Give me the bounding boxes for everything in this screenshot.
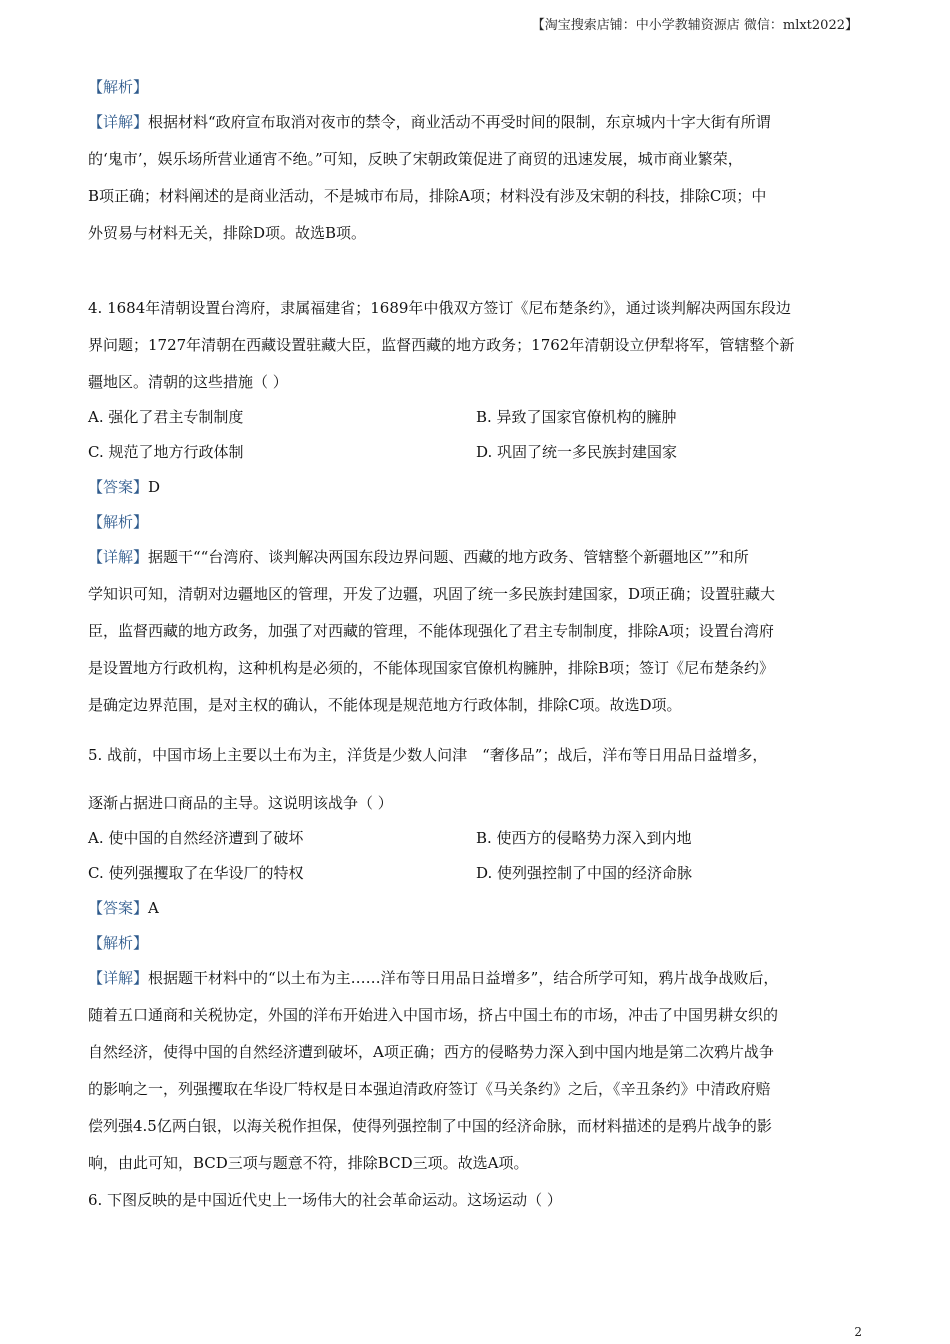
q6-stem: 6. 下图反映的是中国近代史上一场伟大的社会革命运动。这场运动（ ） (88, 1191, 562, 1209)
q4-option-c: C. 规范了地方行政体制 (88, 443, 244, 461)
q5-option-d: D. 使列强控制了中国的经济命脉 (476, 864, 693, 882)
q4-stem-line-1: 4. 1684年清朝设置台湾府，隶属福建省；1689年中俄双方签订《尼布楚条约》，通过谈判解决两国东段边 (88, 299, 791, 317)
q4-answer-value: D (148, 478, 161, 496)
q3-analysis-tag: 【解析】 (88, 78, 149, 96)
q4-option-d: D. 巩固了统一多民族封建国家 (476, 443, 678, 461)
q4-detail-line-2: 学知识可知，清朝对边疆地区的管理，开发了边疆，巩固了统一多民族封建国家，D项正确；设置驻藏大 (88, 585, 776, 603)
q3-detail-line-3: B项正确；材料阐述的是商业活动，不是城市布局，排除A项；材料没有涉及宋朝的科技，排除C项；中 (88, 187, 767, 205)
q5-detail-line-2: 随着五口通商和关税协定，外国的洋布开始进入中国市场，挤占中国土布的市场，冲击了中国男耕女织的 (88, 1006, 779, 1024)
q4-stem-line-2: 界问题；1727年清朝在西藏设置驻藏大臣，监督西藏的地方政务；1762年清朝设立伊犁将军，管辖整个新 (88, 336, 795, 354)
q4-detail-line-5: 是确定边界范围，是对主权的确认，不能体现是规范地方行政体制，排除C项。故选D项。 (88, 696, 682, 714)
q5-option-c: C. 使列强攫取了在华设厂的特权 (88, 864, 304, 882)
q5-detail-tag: 【详解】 (88, 969, 149, 987)
q5-analysis-tag: 【解析】 (88, 934, 149, 952)
q3-detail-line-2: 的‘鬼市’，娱乐场所营业通宵不绝。”可知，反映了宋朝政策促进了商贸的迅速发展，城市商业繁荣， (88, 150, 743, 168)
q4-answer (88, 477, 160, 497)
q5-detail-line-4: 的影响之一，列强攫取在华设厂特权是日本强迫清政府签订《马关条约》之后，《辛丑条约》中清政府赔 (88, 1080, 771, 1098)
q4-detail-tag: 【详解】 (88, 548, 149, 566)
q4-detail-line-4: 是设置地方行政机构，这种机构是必须的，不能体现国家官僚机构臃肿，排除B项；签订《尼布楚条约》 (88, 659, 775, 677)
q5-detail-line-1: 【详解】根据题干材料中的“以土布为主……洋布等日用品日益增多”，结合所学可知，鸦片战争战败后， (88, 969, 779, 987)
q4-detail-line-1: 【详解】据题干““台湾府、谈判解决两国东段边界问题、西藏的地方政务、管辖整个新疆地区””和所 (88, 548, 749, 566)
q3-detail-tag: 【详解】 (88, 113, 149, 131)
q4-detail-line-3: 臣，监督西藏的地方政务，加强了对西藏的管理，不能体现强化了君主专制制度，排除A项；设置台湾府 (88, 622, 774, 640)
q5-detail-line-6: 响，由此可知，BCD三项与题意不符，排除BCD三项。故选A项。 (88, 1154, 529, 1172)
q5-answer (88, 898, 159, 918)
q5-detail-line-5: 偿列强4.5亿两白银，以海关税作担保，使得列强控制了中国的经济命脉，而材料描述的是鸦片战争的影 (88, 1117, 772, 1135)
q4-option-a: A. 强化了君主专制制度 (88, 408, 244, 426)
q3-detail-line-1: 【详解】根据材料“政府宣布取消对夜市的禁令，商业活动不再受时间的限制，东京城内十字大街有所谓 (88, 113, 771, 131)
q5-answer-value: A (148, 899, 159, 917)
q4-option-b: B. 异致了国家官僚机构的臃肿 (476, 408, 677, 426)
q4-stem-line-3: 疆地区。清朝的这些措施（ ） (88, 373, 288, 391)
q5-stem-line-2: 逐渐占据进口商品的主导。这说明该战争（ ） (88, 794, 393, 812)
page-header: 【淘宝搜索店铺：中小学教辅资源店 微信：mlxt2022】 (531, 18, 858, 33)
q3-detail-line-4: 外贸易与材料无关，排除D项。故选B项。 (88, 224, 367, 242)
q5-detail-line-3: 自然经济，使得中国的自然经济遭到破坏，A项正确；西方的侵略势力深入到中国内地是第二次鸦片战争 (88, 1043, 774, 1061)
q5-option-b: B. 使西方的侵略势力深入到内地 (476, 829, 692, 847)
q5-stem-line-1: 5. 战前，中国市场上主要以土布为主，洋货是少数人问津 “奢侈品”；战后，洋布等日用品日益增多， (88, 746, 768, 764)
q5-option-a: A. 使中国的自然经济遭到了破坏 (88, 829, 304, 847)
q5-answer-tag: 【答案】 (88, 899, 149, 917)
q4-analysis-tag: 【解析】 (88, 513, 149, 531)
q4-answer-tag: 【答案】 (88, 478, 149, 496)
page-number: 2 (854, 1325, 862, 1339)
